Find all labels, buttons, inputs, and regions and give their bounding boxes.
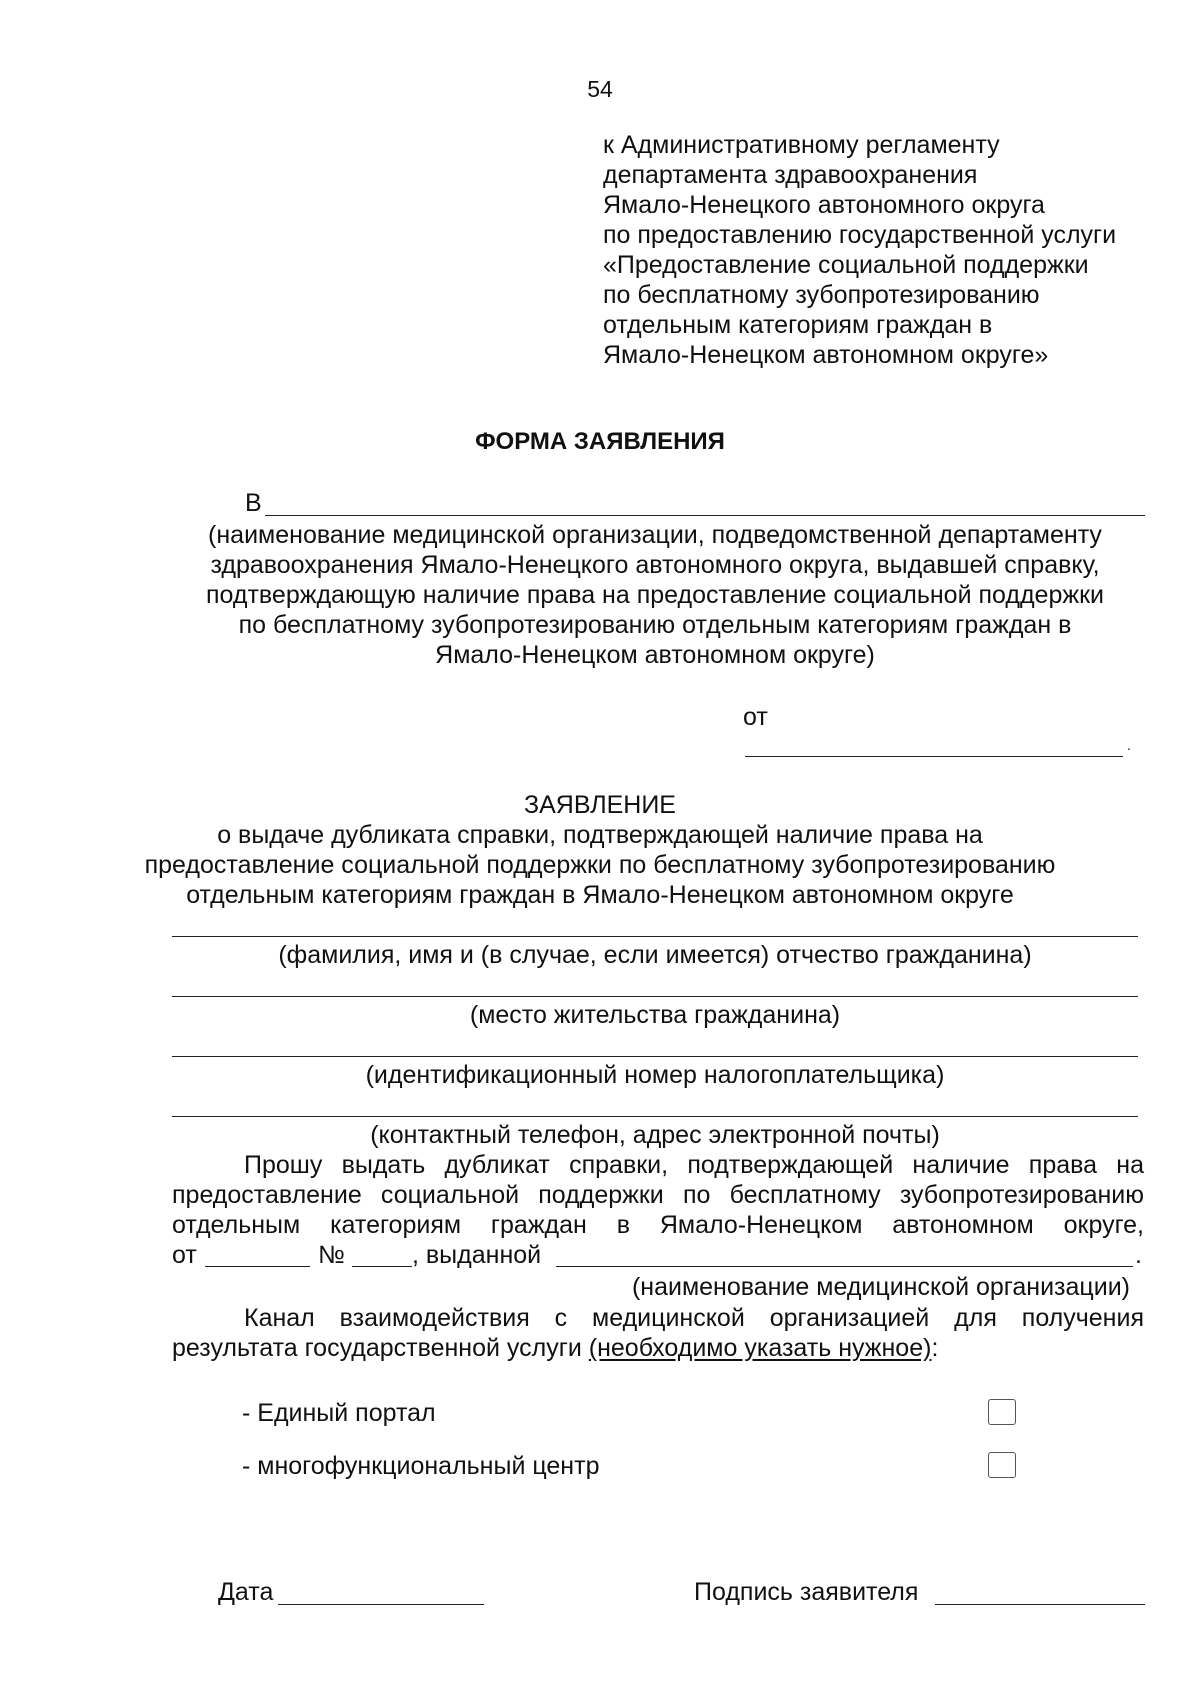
from-dot: . xyxy=(1127,737,1131,753)
channel-instruction: (необходимо указать нужное) xyxy=(588,1334,932,1362)
statement-title: ЗАЯВЛЕНИЕ xyxy=(523,791,676,819)
recipient-prefix: В xyxy=(245,489,262,517)
form-title: ФОРМА ЗАЯВЛЕНИЯ xyxy=(475,428,725,455)
certificate-date-field-line[interactable] xyxy=(205,1240,310,1267)
appendix-header xyxy=(603,130,1163,370)
option-unified-portal-label: - Единый портал xyxy=(242,1399,436,1427)
recipient-caption-line: подтверждающую наличие права на предоставление социальной поддержки xyxy=(206,581,1104,609)
recipient-caption xyxy=(175,520,1135,670)
option-mfc-label: - многофункциональный центр xyxy=(242,1452,600,1480)
request-line-2: предоставление социальной поддержки по бесплатному зубопротезированию xyxy=(172,1181,1144,1209)
option-mfc-checkbox[interactable] xyxy=(988,1452,1016,1478)
recipient-caption-line: по бесплатному зубопротезированию отдельным категориям граждан в xyxy=(238,611,1072,639)
statement-subtitle-line: отдельным категориям граждан в Ямало-Ненецком автономном округе xyxy=(186,881,1014,909)
residence-caption: (место жительства гражданина) xyxy=(469,1001,841,1029)
residence-field-line[interactable] xyxy=(172,970,1138,997)
statement-subtitle-line: о выдаче дубликата справки, подтверждающей наличие права на xyxy=(217,821,983,849)
full-name-field-line[interactable] xyxy=(172,910,1138,937)
header-line: Ямало-Ненецкого автономного округа xyxy=(603,191,1045,219)
channel-line-1: Канал взаимодействия с медицинской организацией для получения xyxy=(244,1304,1144,1332)
header-line: по бесплатному зубопротезированию xyxy=(603,281,1040,309)
recipient-caption-line: (наименование медицинской организации, подведомственной департаменту xyxy=(208,521,1102,549)
signature-label-part: Подпись заявителя xyxy=(694,1578,919,1606)
page-number: 54 xyxy=(587,76,613,102)
number-sign: № xyxy=(318,1241,345,1269)
recipient-caption-line: здравоохранения Ямало-Ненецкого автономного округа, выдавшей справку, xyxy=(210,551,1100,579)
header-line: по предоставлению государственной услуги xyxy=(603,221,1117,249)
header-line: департамента здравоохранения xyxy=(603,161,978,189)
statement-subtitle-line: предоставление социальной поддержки по бесплатному зубопротезированию xyxy=(144,851,1056,879)
signature-label xyxy=(694,1577,918,1607)
channel-line-2 xyxy=(172,1333,938,1363)
issued-word: , выданной xyxy=(412,1241,542,1269)
from-field-line[interactable] xyxy=(745,730,1123,757)
request-line-1: Прошу выдать дубликат справки, подтверждающей наличие права на xyxy=(244,1151,1144,1179)
certificate-number-field-line[interactable] xyxy=(352,1240,412,1267)
header-line: к Административному регламенту xyxy=(603,131,1000,159)
contacts-caption: (контактный телефон, адрес электронной почты) xyxy=(370,1121,940,1149)
full-name-caption: (фамилия, имя и (в случае, если имеется) отчество гражданина) xyxy=(278,941,1032,969)
option-unified-portal-checkbox[interactable] xyxy=(988,1399,1016,1425)
organization-caption: (наименование медицинской организации) xyxy=(631,1273,1130,1301)
statement-subtitle xyxy=(0,820,1200,910)
request-from-word: от xyxy=(172,1241,197,1269)
header-line: отдельным категориям граждан в xyxy=(603,311,993,339)
channel-line-2-prefix: результата государственной услуги xyxy=(172,1334,589,1362)
contacts-field-line[interactable] xyxy=(172,1090,1138,1117)
tax-id-caption: (идентификационный номер налогоплательщика) xyxy=(365,1061,945,1089)
date-label: Дата xyxy=(218,1578,274,1606)
channel-line-2-suffix: : xyxy=(931,1334,939,1362)
header-line: «Предоставление социальной поддержки xyxy=(603,251,1089,279)
issuing-organization-field-line[interactable] xyxy=(556,1240,1133,1267)
request-line-3: отдельным категориям граждан в Ямало-Ненецком автономном округе, xyxy=(172,1211,1144,1239)
from-label: от xyxy=(743,703,768,731)
recipient-row xyxy=(245,488,1145,520)
request-end-dot: . xyxy=(1135,1241,1142,1269)
recipient-caption-line: Ямало-Ненецком автономном округе) xyxy=(435,641,875,669)
recipient-field-line[interactable] xyxy=(265,488,1145,516)
header-line: Ямало-Ненецком автономном округе» xyxy=(603,341,1049,369)
signature-field-line[interactable] xyxy=(935,1577,1145,1605)
date-field-line[interactable] xyxy=(278,1577,484,1605)
tax-id-field-line[interactable] xyxy=(172,1030,1138,1057)
